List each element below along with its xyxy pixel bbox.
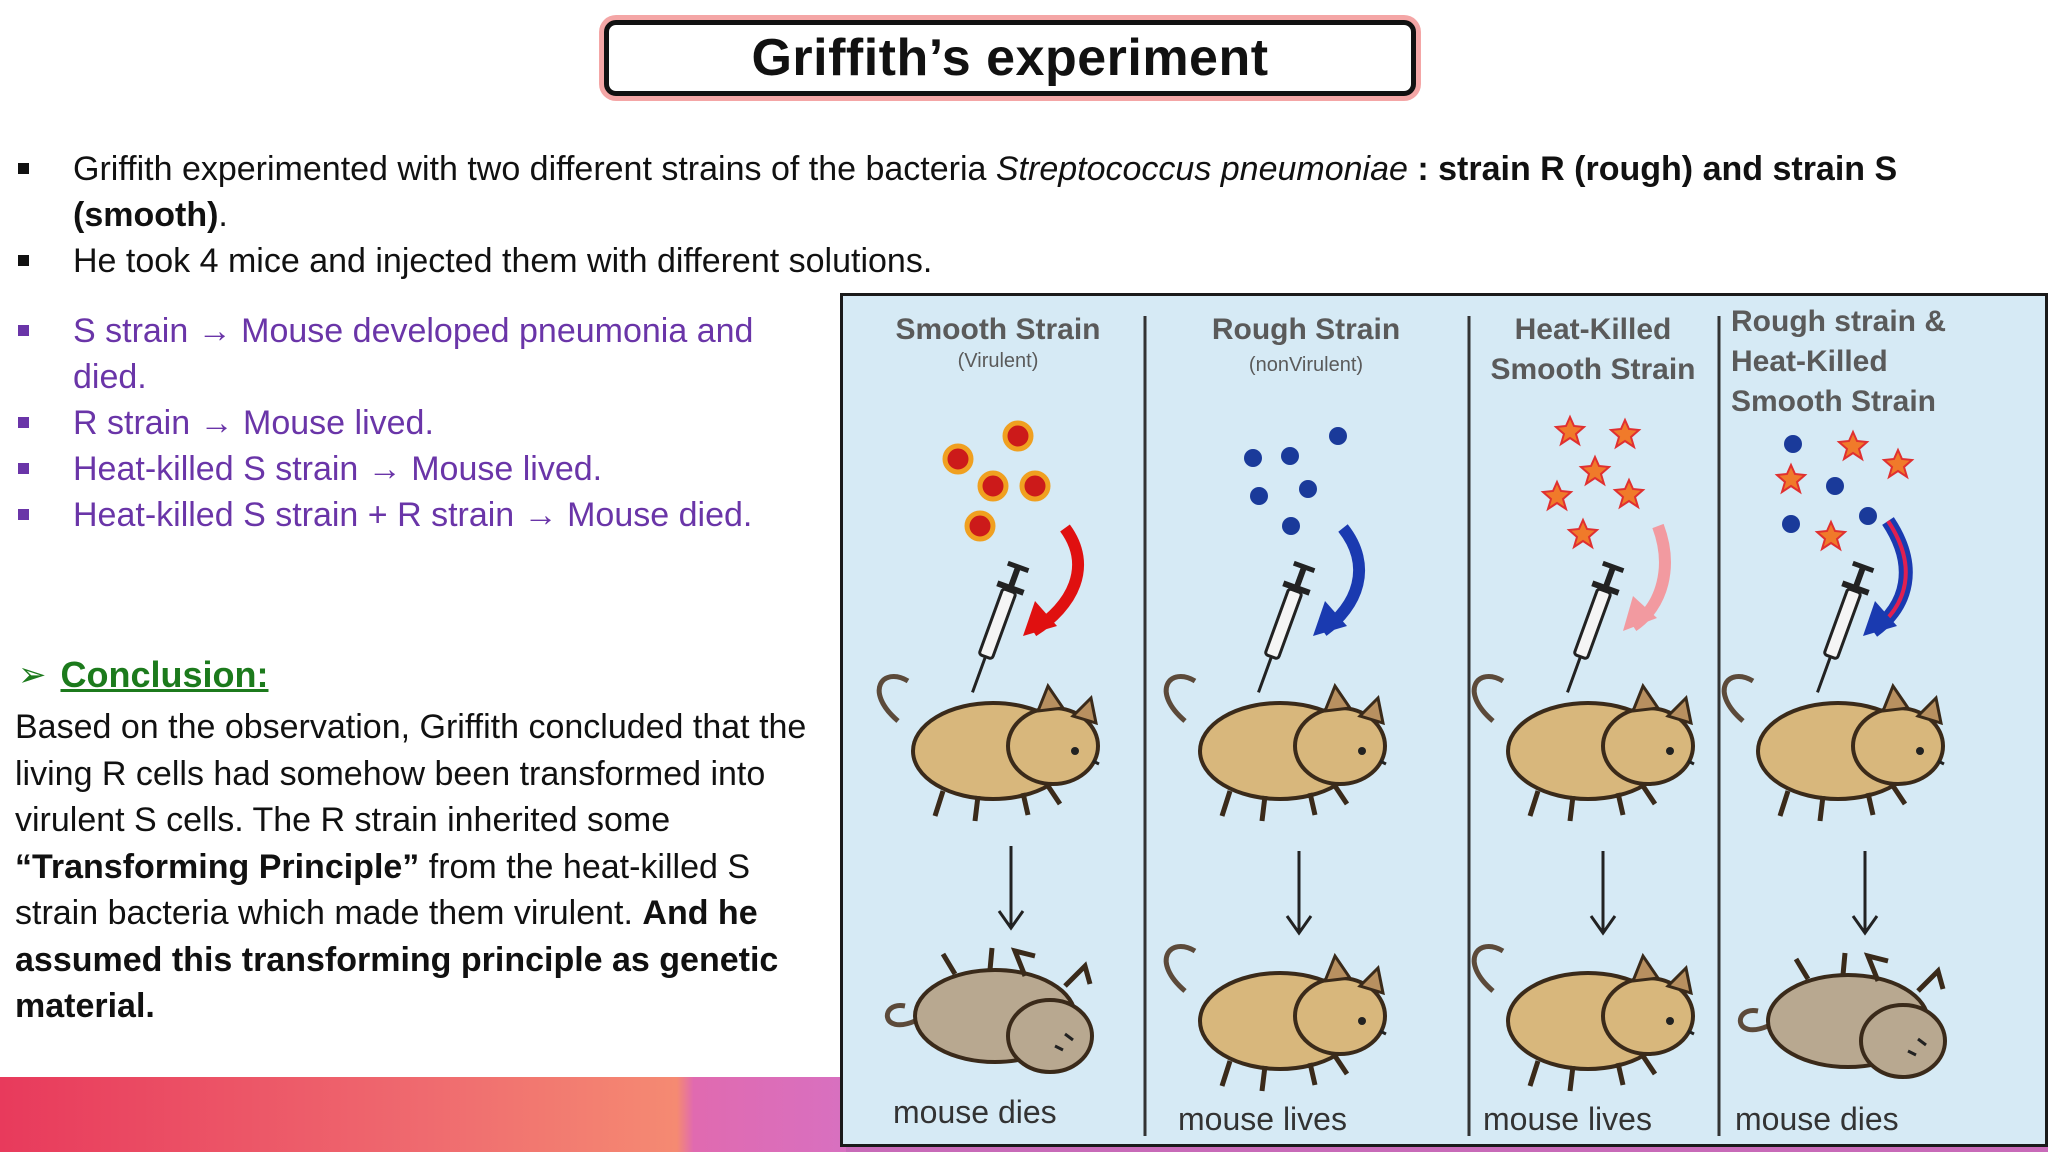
- results-bullets: [18, 308, 818, 538]
- square-bullet-icon: [18, 417, 29, 428]
- griffith-figure: [840, 293, 2048, 1147]
- arrow-bullet-icon: ➢: [18, 656, 47, 694]
- panel-result: mouse dies: [1735, 1101, 1899, 1137]
- panel-subtitle: (Virulent): [957, 350, 1039, 372]
- bullet-item: Griffith experimented with two different strains of the bacteria Streptococcus pneumoniae : strain R (rough) and strain S (smooth).: [18, 146, 2008, 238]
- square-bullet-icon: [18, 163, 29, 174]
- square-bullet-icon: [18, 509, 29, 520]
- slide-title-box: [604, 20, 1416, 96]
- slide-title: Griffith’s experiment: [751, 29, 1269, 87]
- panel-title: Smooth Strain: [895, 313, 1101, 346]
- decorative-bottom-bar: [0, 1077, 846, 1152]
- conclusion-heading: [18, 654, 268, 696]
- panel-result: mouse lives: [1483, 1101, 1652, 1137]
- panel-result: mouse lives: [1178, 1101, 1347, 1137]
- heat-killed-cells: [1543, 417, 1643, 547]
- conclusion-text: Based on the observation, Griffith concluded that the living R cells had somehow been transformed into virulent S cells. The R strain inherited some “Transforming Principle” from the heat-killed S strain bacteria which made them virulent. And he assumed this transforming principle as genetic material.: [15, 708, 807, 1025]
- smooth-strain-cells: [945, 423, 1048, 539]
- result-item: Heat-killed S strain + R strain → Mouse died.: [18, 492, 818, 538]
- result-item: S strain → Mouse developed pneumonia and died.: [18, 308, 818, 400]
- bullet-item: He took 4 mice and injected them with different solutions.: [18, 238, 2008, 284]
- panel-title: Heat-Killed Smooth Strain: [1490, 313, 1696, 386]
- panel-subtitle: (nonVirulent): [1248, 354, 1364, 376]
- panel-result: mouse dies: [893, 1094, 1057, 1130]
- square-bullet-icon: [18, 255, 29, 266]
- rough-strain-cells: [1244, 427, 1347, 535]
- square-bullet-icon: [18, 463, 29, 474]
- figure-drawing: [843, 296, 2045, 1144]
- conclusion-label: Conclusion:: [60, 654, 269, 695]
- result-item: R strain → Mouse lived.: [18, 400, 818, 446]
- square-bullet-icon: [18, 325, 29, 336]
- panel-title: Rough Strain: [1211, 313, 1401, 346]
- result-item: Heat-killed S strain → Mouse lived.: [18, 446, 818, 492]
- intro-bullets: [18, 146, 2008, 284]
- panel-title: Rough strain & Heat-Killed Smooth Strain: [1731, 305, 1946, 418]
